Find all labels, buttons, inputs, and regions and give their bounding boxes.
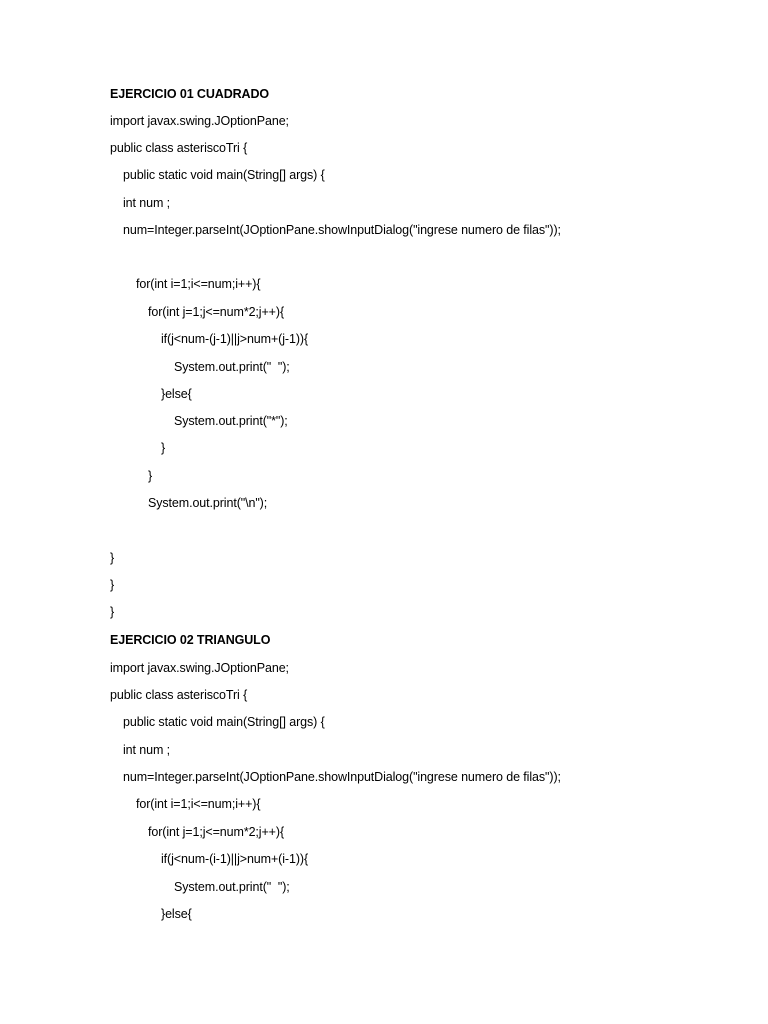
code-line: for(int i=1;i<=num;i++){	[136, 277, 261, 291]
code-line: import javax.swing.JOptionPane;	[110, 661, 289, 675]
code-line: public static void main(String[] args) {	[123, 168, 325, 182]
code-line: for(int j=1;j<=num*2;j++){	[148, 825, 285, 839]
code-line: num=Integer.parseInt(JOptionPane.showInputDialog("ingrese numero de filas"));	[123, 223, 561, 237]
code-line: System.out.print("\n");	[148, 496, 268, 510]
code-line: public class asteriscoTri {	[110, 141, 248, 155]
code-line: if(j<num-(i-1)||j>num+(i-1)){	[161, 852, 309, 866]
code-line: }else{	[161, 387, 192, 401]
code-line: System.out.print("*");	[174, 414, 288, 428]
code-line: }	[110, 551, 115, 565]
code-line: }else{	[161, 907, 192, 921]
code-line: }	[110, 605, 115, 619]
code-line: for(int j=1;j<=num*2;j++){	[148, 305, 285, 319]
code-line: System.out.print(" ");	[174, 880, 290, 894]
code-line: System.out.print(" ");	[174, 360, 290, 374]
code-line: import javax.swing.JOptionPane;	[110, 114, 289, 128]
code-line: public static void main(String[] args) {	[123, 715, 325, 729]
code-line: public class asteriscoTri {	[110, 688, 248, 702]
code-line: }	[110, 578, 115, 592]
section-2-title: EJERCICIO 02 TRIANGULO	[110, 633, 271, 647]
code-line: if(j<num-(j-1)||j>num+(j-1)){	[161, 332, 309, 346]
section-1-title: EJERCICIO 01 CUADRADO	[110, 87, 270, 101]
code-line: num=Integer.parseInt(JOptionPane.showInputDialog("ingrese numero de filas"));	[123, 770, 561, 784]
code-line: int num ;	[123, 196, 171, 210]
code-line: }	[148, 469, 153, 483]
code-line: for(int i=1;i<=num;i++){	[136, 797, 261, 811]
code-line: int num ;	[123, 743, 171, 757]
code-line: }	[161, 441, 166, 455]
